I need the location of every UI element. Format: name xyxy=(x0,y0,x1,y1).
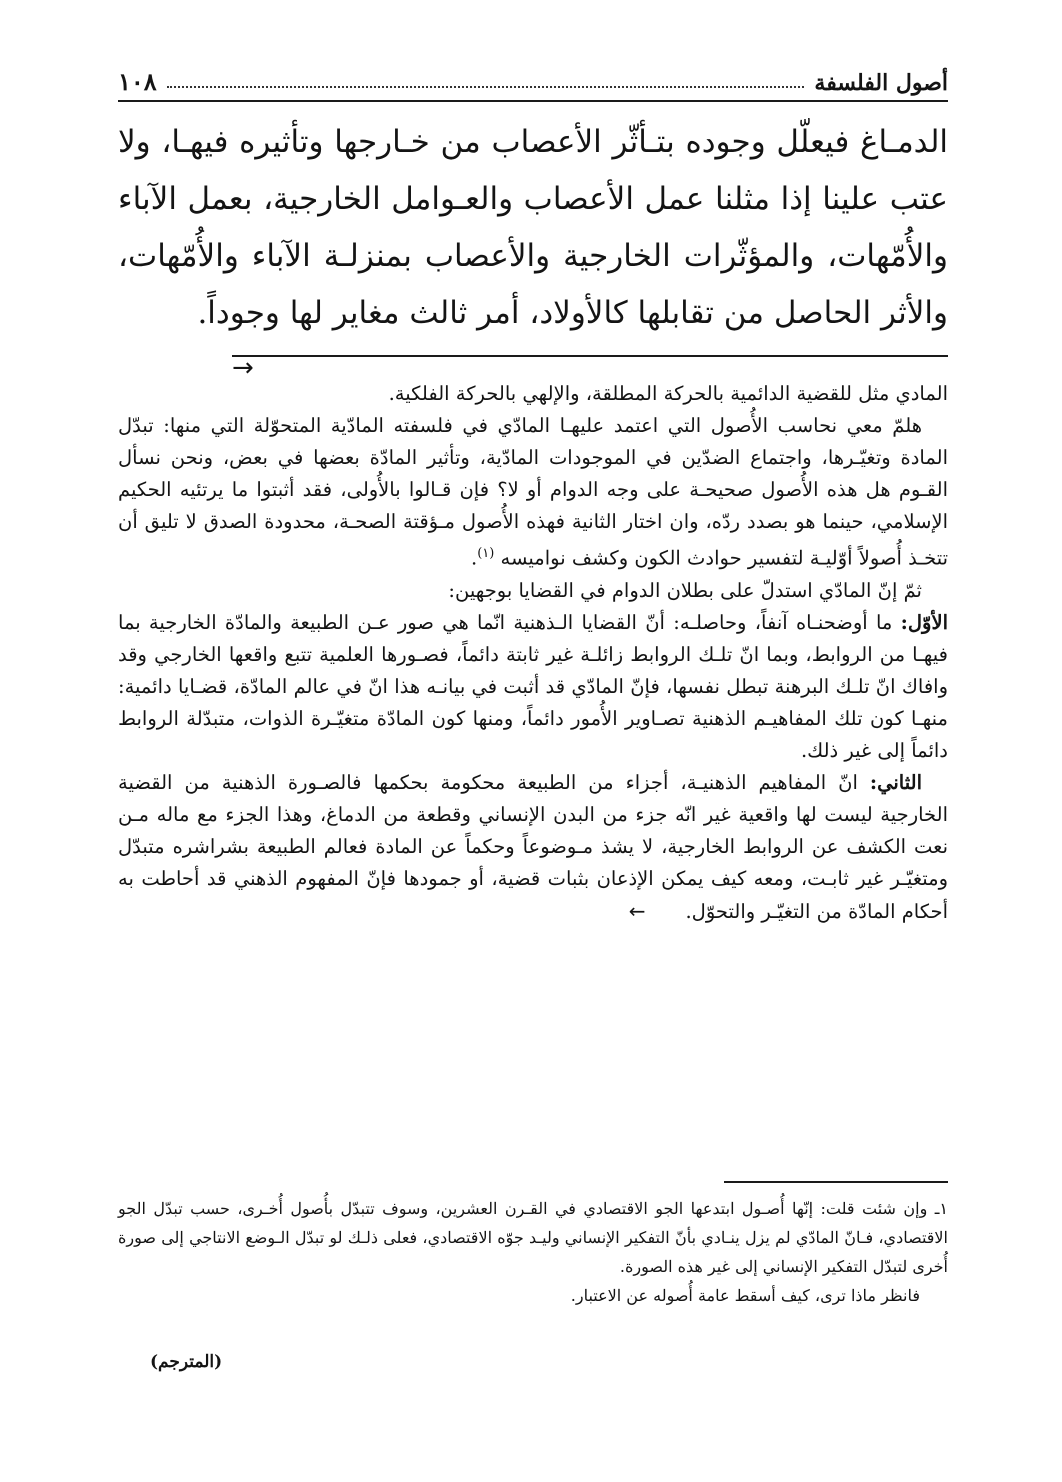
note-paragraph-2-text: هلمّ معي نحاسب الأُصول التي اعتمد عليهـا المادّي في فلسفته المادّية المتحوّلة التي منها: تبدّل المادة وتغيّـرها، واجتماع الضدّين في الموجودات المادّية، وتأثير المادّة بعضها في بعض، ونحن نسأل القـوم هل هذه الأُصول صحيحـة على وجه الدوام أو لا؟ فإن قـالوا بالأُولى، فقد أثبتوا ما يرتئيه الحكيم الإسلامي، حينما هو بصدد ردّه، وان اختار الثانية فهذه الأُصول مـؤقتة الصحـة، محدودة الصدق لا تليق أن تتخـذ أُصولاً أوّليـة لتفسير حوادث الكون وكشف نواميسه xyxy=(118,414,948,570)
first-label: الأوّل: xyxy=(900,610,948,634)
notes-block xyxy=(118,378,948,928)
header-rule xyxy=(118,100,948,102)
footnote-ref[interactable]: (١) xyxy=(477,546,495,561)
header-dotted-leader xyxy=(167,86,805,88)
arrow-left-icon: ← xyxy=(628,898,646,923)
note-first-argument xyxy=(118,607,948,767)
translator-note: (المترجم) xyxy=(150,1352,223,1372)
note-paragraph-2-end: . xyxy=(471,546,478,570)
footnote-text-2: فانظر ماذا ترى، كيف أسقط عامة أُصوله عن الاعتبار. xyxy=(570,1286,920,1305)
note-line-1: المادي مثل للقضية الدائمية بالحركة المطلقة، والإلهي بالحركة الفلكية. xyxy=(388,382,948,405)
notes-separator-rule xyxy=(232,355,948,357)
header-title: أصول الفلسفة xyxy=(814,70,948,96)
second-label: الثاني: xyxy=(869,770,922,794)
note-second-argument xyxy=(118,767,948,928)
footnote-separator-rule xyxy=(724,1181,948,1183)
page-number: ١٠٨ xyxy=(118,67,157,96)
footnote-block xyxy=(118,1194,948,1310)
main-paragraph: الدمـاغ فيعلّل وجوده بتـأثّر الأعصاب من خـارجها وتأثيره فيهـا، ولا عتب علينا إذا مثلنا عمل الأعصاب والعـوامل الخارجية، بعمل الآباء والأُمّهات، والمؤثّرات الخارجية والأعصاب بمنزلـة الآباء والأُمّهات، والأثر الحاصل من تقابلها كالأولاد، أمر ثالث مغاير لها وجوداً. xyxy=(118,124,948,331)
continuation-arrow-icon: → xyxy=(232,353,254,383)
first-argument-text: ما أوضحنـاه آنفاً، وحاصلـه: أنّ القضايا الـذهنية انّما هي صور عـن الطبيعة والمادّة الخارجية بما فيهـا من الروابط، وبما انّ تلـك الروابط زائلـة غير ثابتة دائماً، فصـورها العلمية تتبع واقعها الخارجي وقد وافاك انّ تلـك البرهنة تبطل نفسها، فإنّ المادّي قد أثبت في بيانـه هذا انّ في عالم المادّة، قضـايا دائمية: منهـا كون تلك المفاهيـم الذهنية تصـاوير الأُمور دائماً، ومنها كون المادّة متغيّـرة الذوات، متبدّلة الروابط دائماً إلى غير ذلك. xyxy=(118,610,948,762)
note-paragraph-3: ثمّ إنّ المادّي استدلّ على بطلان الدوام في القضايا بوجهين: xyxy=(448,578,922,602)
running-header xyxy=(118,52,948,96)
footnote-text: ١ـ وإن شئت قلت: إنّها أُصـول ابتدعها الجو الاقتصادي في القـرن العشرين، وسوف تتبدّل بأُصول أُخـرى، حسب تبدّل الجو الاقتصادي، فـانّ المادّي لم يزل ينـادي بأنّ التفكير الإنساني وليـد جوّه الاقتصادي، فعلى ذلـك لو تبدّل الـوضع الانتاجي إلى صورة أُخرى لتبدّل التفكير الإنساني إلى غير هذه الصورة. xyxy=(118,1199,948,1276)
note-paragraph-2 xyxy=(118,410,948,575)
second-argument-text: انّ المفاهيم الذهنيـة، أجزاء من الطبيعة محكومة بحكمها فالصـورة الذهنية من القضية الخارجية ليست لها واقعية غير انّه جزء من البدن الإنساني وقطعة من الدماغ، وهذا الجزء مع ماله مـن نعت الكشف عن الروابط الخارجية، لا يشذ مـوضوعاً وحكماً عن المادة فعالم الطبيعة بشراشره متبدّل ومتغيّـر غير ثابـت، ومعه كيف يمكن الإذعان بثبات قضية، أو جمودها فإنّ المفهوم الذهني قد أحاطت به أحكام المادّة من التغيّـر والتحوّل. xyxy=(118,770,948,923)
